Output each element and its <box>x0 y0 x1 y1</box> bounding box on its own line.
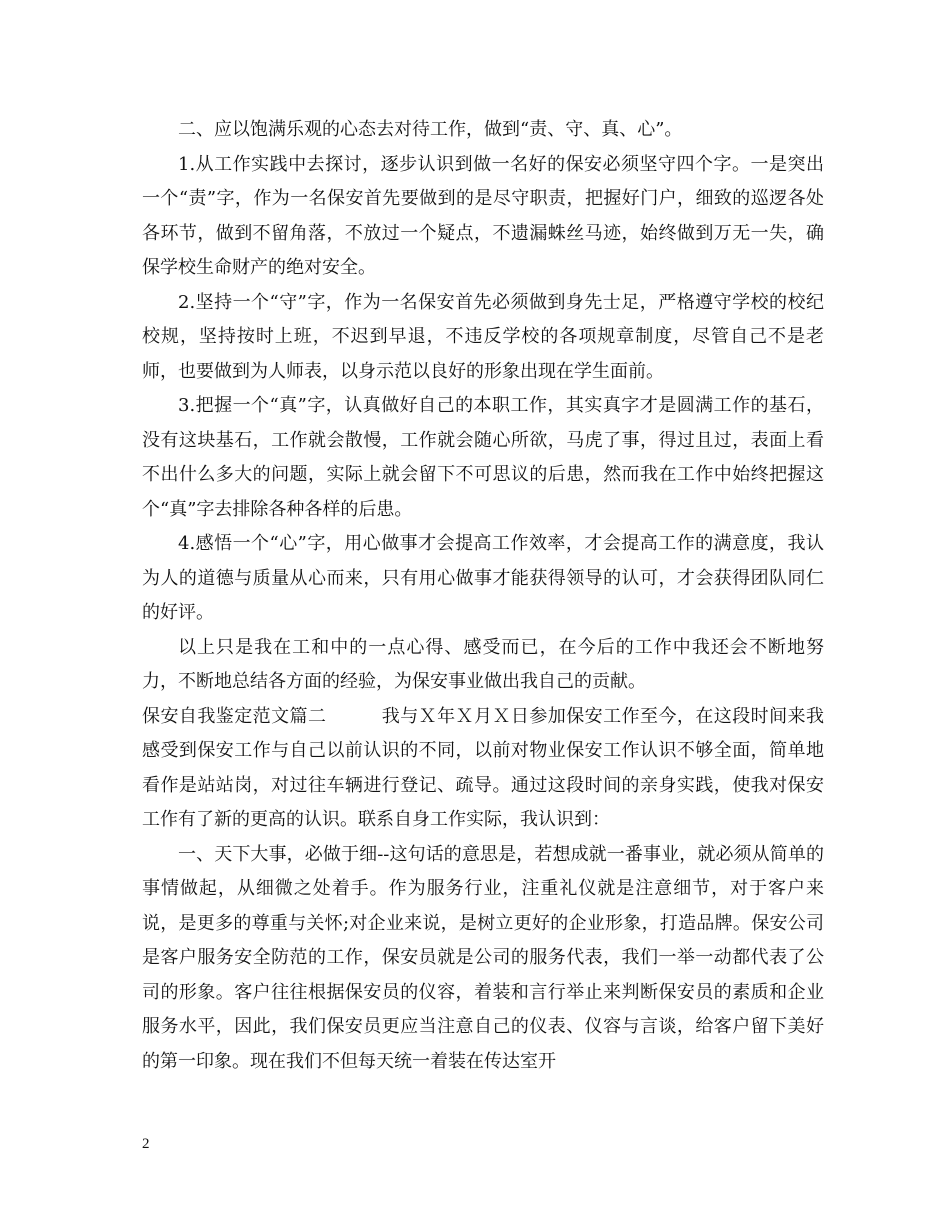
paragraph-point-3: 3.把握一个“真”字，认真做好自己的本职工作，其实真字才是圆满工作的基石，没有这块基石，工作就会散慢，工作就会随心所欲，马虎了事，得过且过，表面上看不出什么多大的问题，实际上就会留下不可思议的后患，然而我在工作中始终把握这个“真”字去排除各种各样的后患。 <box>142 395 824 520</box>
paragraph-essay-two-opening: 保安自我鉴定范文篇二 我与Ｘ年Ｘ月Ｘ日参加保安工作至今，在这段时间来我感受到保安工作与自己以前认识的不同，以前对物业保安工作认识不够全面，简单地看作是站站岗，对过往车辆进行登记、疏导。通过这段时间的亲身实践，使我对保安工作有了新的更高的认识。联系自身工作实际，我认识到： <box>142 705 824 830</box>
paragraph-point-1: 1.从工作实践中去探讨，逐步认识到做一名好的保安必须坚守四个字。一是突出一个“责”字，作为一名保安首先要做到的是尽守职责，把握好门户，细致的巡逻各处各环节，做到不留角落，不放过一个疑点，不遗漏蛛丝马迹，始终做到万无一失，确保学校生命财产的绝对安全。 <box>142 153 824 278</box>
paragraph-point-2: 2.坚持一个“守”字，作为一名保安首先必须做到身先士足，严格遵守学校的校纪校规，坚持按时上班，不迟到早退，不违反学校的各项规章制度，尽管自己不是老师，也要做到为人师表，以身示范以良好的形象出现在学生面前。 <box>142 291 824 382</box>
paragraph-essay-two-point-1: 一、天下大事，必做于细--这句话的意思是，若想成就一番事业，就必须从简单的事情做起，从细微之处着手。作为服务行业，注重礼仪就是注意细节，对于客户来说，是更多的尊重与关怀;对企业来说，是树立更好的企业形象，打造品牌。保安公司是客户服务安全防范的工作，保安员就是公司的服务代表，我们一举一动都代表了公司的形象。客户往往根据保安员的仪容，着装和言行举止来判断保安员的素质和企业服务水平，因此，我们保安员更应当注意自己的仪表、仪容与言谈，给客户留下美好的第一印象。现在我们不但每天统一着装在传达室开 <box>142 843 824 1072</box>
paragraph-conclusion: 以上只是我在工和中的一点心得、感受而已，在今后的工作中我还会不断地努力，不断地总结各方面的经验，为保安事业做出我自己的贡献。 <box>142 636 824 692</box>
document-body <box>142 113 824 1079</box>
paragraph-point-4: 4.感悟一个“心”字，用心做事才会提高工作效率，才会提高工作的满意度，我认为人的道德与质量从心而来，只有用心做事才能获得领导的认可，才会获得团队同仁的好评。 <box>142 533 824 623</box>
paragraph-section-two-heading: 二、应以饱满乐观的心态去对待工作，做到“责、守、真、心”。 <box>178 119 683 140</box>
page-number: 2 <box>142 1136 150 1152</box>
